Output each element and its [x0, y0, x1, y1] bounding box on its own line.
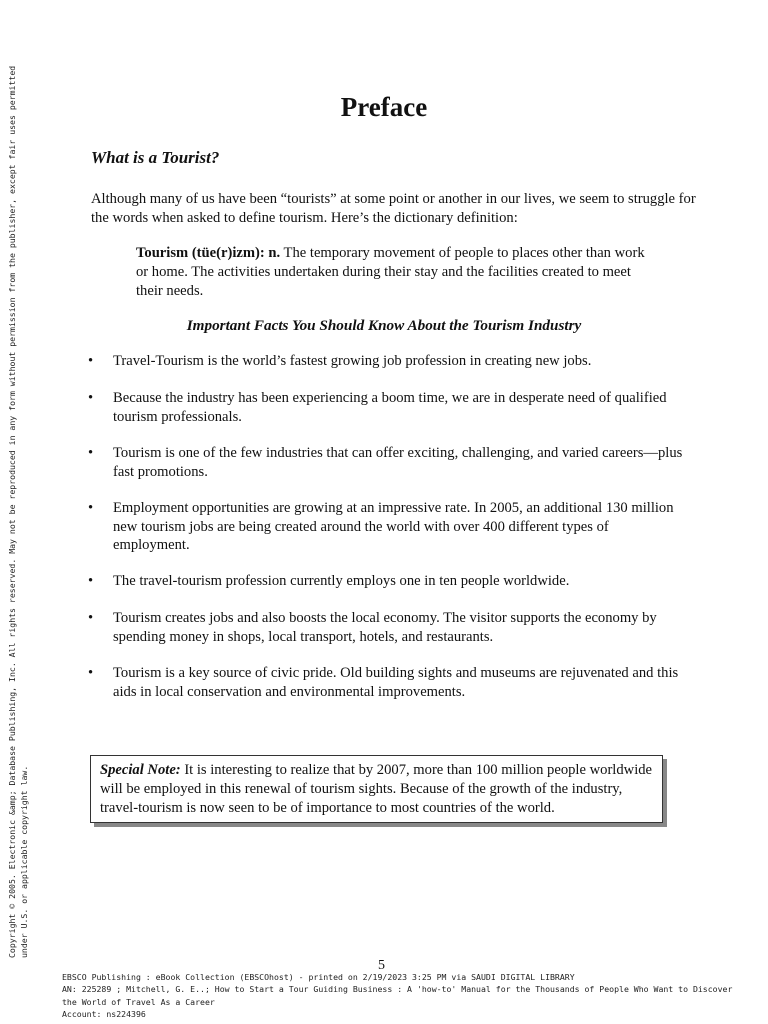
bullet-marker: •: [88, 390, 94, 406]
definition-term: Tourism (tüe(r)izm): n.: [136, 245, 281, 261]
footer-citation: [62, 971, 762, 1020]
footer-line: AN: 225289 ; Mitchell, G. E..; How to Start a Tour Guiding Business : A 'how-to' Manual for the Thousands of People Who Want to Discover: [62, 984, 733, 995]
bullet-marker: •: [88, 665, 94, 681]
footer-line: the World of Travel As a Career: [62, 996, 215, 1007]
intro-paragraph: Although many of us have been “tourists” at some point or another in our lives, we seem to struggle for the words when asked to define tourism. Here’s the dictionary definition:: [91, 191, 696, 226]
list-item-text: Employment opportunities are growing at an impressive rate. In 2005, an additional 130 million new tourism jobs are being created around the world with over 400 different types of employment.: [113, 500, 674, 553]
section-subheading: What is a Tourist?: [91, 148, 220, 167]
bullet-marker: •: [88, 353, 94, 369]
list-item-text: Tourism is a key source of civic pride. Old building sights and museums are rejuvenated and this aids in local conservation and environmental improvements.: [113, 665, 679, 700]
page-title: Preface: [340, 92, 428, 122]
dictionary-definition: [136, 244, 656, 301]
list-item-text: Tourism is one of the few industries that can offer exciting, challenging, and varied careers—plus fast promotions.: [113, 445, 683, 480]
special-note-label: Special Note:: [100, 762, 181, 778]
copyright-line: Copyright © 2005. Electronic &amp; Database Publishing, Inc. All rights reserved. May not be reproduced in any form without permission from the publisher, except fair uses permitted: [7, 65, 17, 958]
footer-line: Account: ns224396: [62, 1008, 146, 1019]
list-item-text: The travel-tourism profession currently employs one in ten people worldwide.: [113, 573, 570, 589]
bullet-marker: •: [88, 610, 94, 626]
side-copyright-notice: [6, 65, 30, 958]
definition-text: The temporary movement of people to places other than work or home. The activities undertaken during their stay and the facilities created to meet their needs.: [136, 245, 645, 299]
page-number: 5: [378, 958, 385, 973]
special-note-box: [90, 755, 663, 823]
bullet-marker: •: [88, 573, 94, 589]
facts-heading: Important Facts You Should Know About the Tourism Industry: [186, 317, 582, 334]
special-note-text: It is interesting to realize that by 2007, more than 100 million people worldwide will be employed in this renewal of tourism sights. Because of the growth of the industry, travel-tourism is now seen to be of importance to most countries of the world.: [100, 762, 653, 816]
bullet-marker: •: [88, 500, 94, 516]
bullet-marker: •: [88, 445, 94, 461]
footer-line: EBSCO Publishing : eBook Collection (EBSCOhost) - printed on 2/19/2023 3:25 PM via SAUDI DIGITAL LIBRARY: [62, 972, 575, 982]
list-item-text: Travel-Tourism is the world’s fastest growing job profession in creating new jobs.: [113, 353, 592, 369]
list-item-text: Tourism creates jobs and also boosts the local economy. The visitor supports the economy by spending money in shops, local transport, hotels, and restaurants.: [113, 610, 657, 645]
list-item-text: Because the industry has been experiencing a boom time, we are in desperate need of qualified tourism professionals.: [113, 390, 667, 425]
copyright-line: under U.S. or applicable copyright law.: [19, 765, 29, 958]
